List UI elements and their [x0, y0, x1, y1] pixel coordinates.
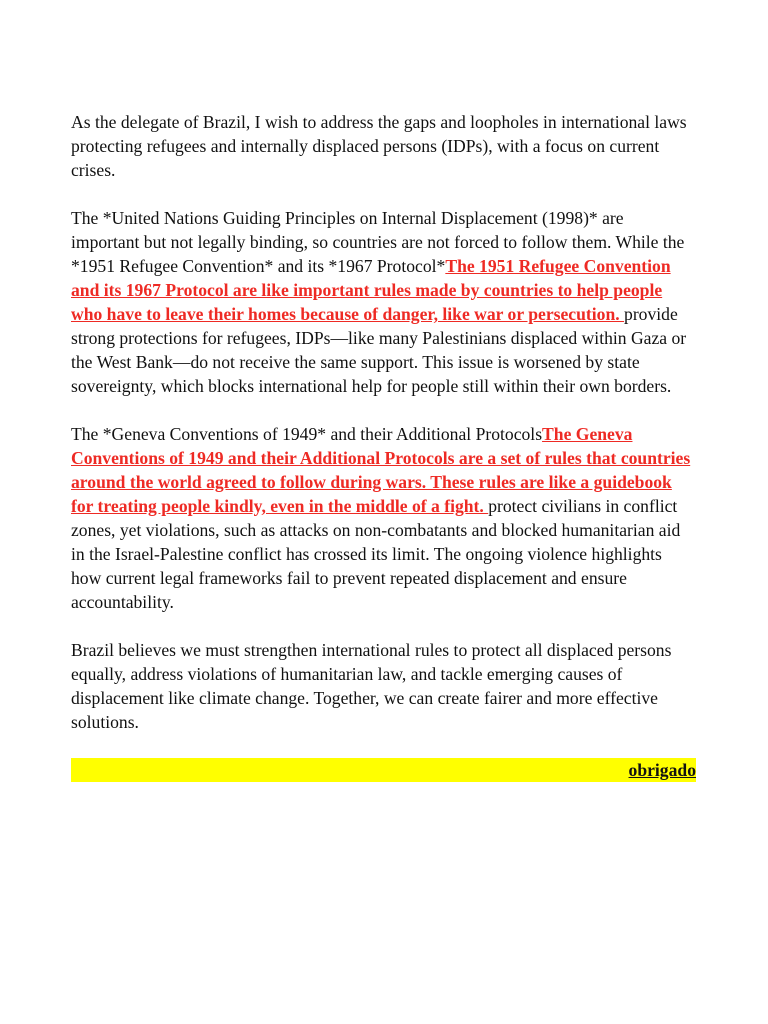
paragraph-text: As the delegate of Brazil, I wish to address the gaps and loopholes in international laws protecting refugees and internally displaced persons (IDPs), with a focus on current crises. — [71, 112, 687, 180]
refugee-convention-note: The 1951 Refugee Convention and its 1967 Protocol are like important rules made by countries to help people who have to leave their homes because of danger, like war or persecution. — [71, 256, 671, 324]
paragraph-text: Brazil believes we must strengthen international rules to protect all displaced persons equally, address violations of humanitarian law, and tackle emerging causes of displacement like climate change. Together, we can create fairer and more effective solutions. — [71, 640, 672, 732]
paragraph-geneva-conventions — [71, 422, 696, 614]
paragraph-conclusion — [71, 638, 696, 734]
document-body — [71, 110, 696, 782]
closing-signoff: obrigado — [71, 758, 696, 782]
paragraph-text: protect civilians in conflict zones, yet violations, such as attacks on non-combatants and blocked humanitarian aid in the Israel-Palestine conflict has crossed its limit. The ongoing violence highlights how current legal frameworks fail to prevent repeated displacement and ensure accountability. — [71, 496, 681, 612]
paragraph-text: The *Geneva Conventions of 1949* and their Additional Protocols — [71, 424, 543, 444]
geneva-conventions-note: The Geneva Conventions of 1949 and their Additional Protocols are a set of rules that countries around the world agreed to follow during wars. These rules are like a guidebook for treating people kindly, even in the middle of a fight. — [71, 424, 691, 516]
paragraph-introduction — [71, 110, 696, 182]
paragraph-text: The *United Nations Guiding Principles on Internal Displacement (1998)* are important but not legally binding, so countries are not forced to follow them. While the *1951 Refugee Convention* and its *1967 Protocol* — [71, 208, 685, 276]
paragraph-text: provide strong protections for refugees, IDPs—like many Palestinians displaced within Gaza or the West Bank—do not receive the same support. This issue is worsened by state sovereignty, which blocks international help for people still within their own borders. — [71, 304, 687, 396]
paragraph-guiding-principles — [71, 206, 696, 398]
